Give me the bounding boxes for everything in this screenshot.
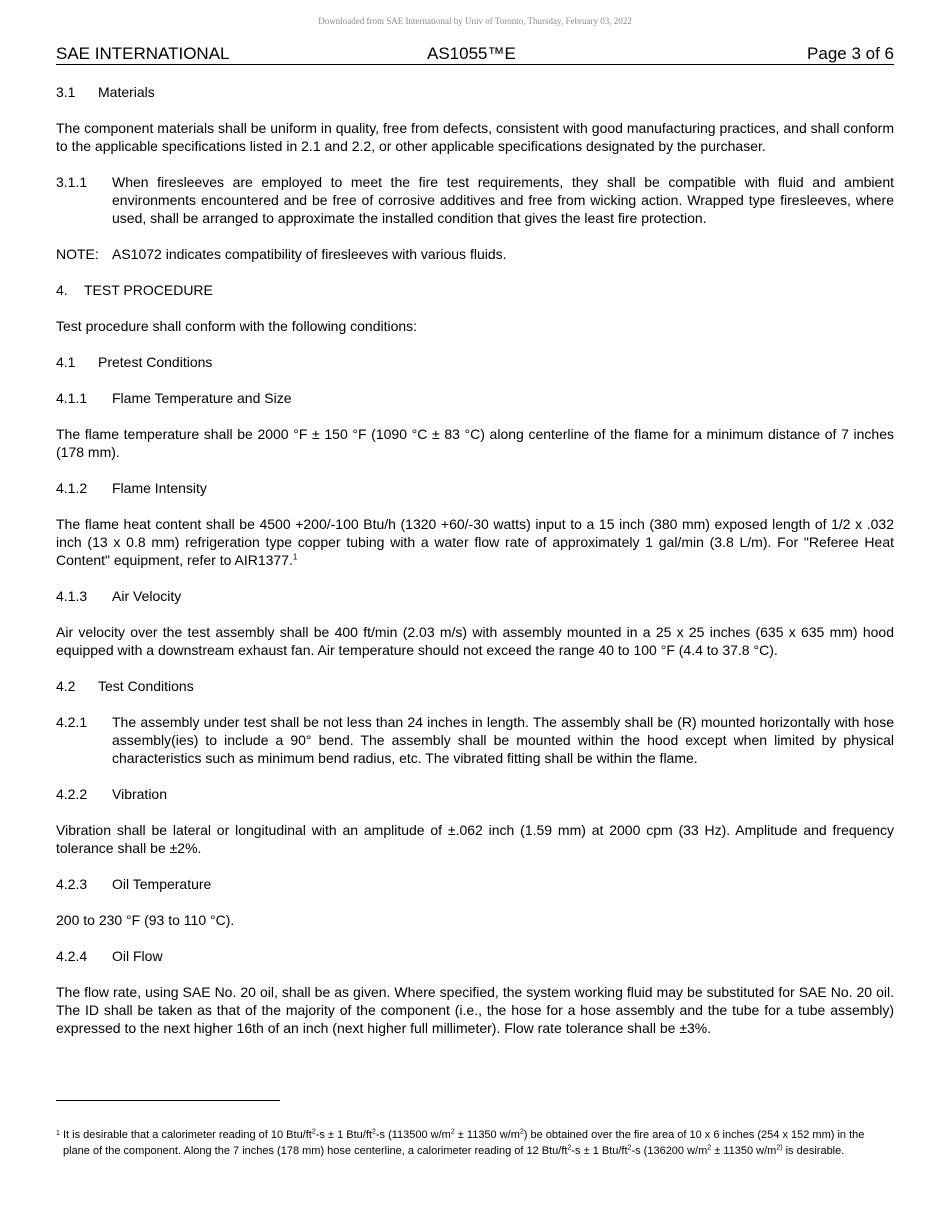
note-label: NOTE: (56, 246, 99, 262)
paragraph-4-1-1: The flame temperature shall be 2000 °F ± 150 °F (1090 °C ± 83 °C) along centerline of the flame for a minimum distance of 7 inches (178 mm). (56, 426, 894, 460)
paragraph-4-2-3: 200 to 230 °F (93 to 110 °C). (56, 912, 235, 928)
heading-number: 4. (56, 282, 68, 298)
paragraph-4-1-2 (56, 515, 894, 569)
clause-text: The assembly under test shall be not less than 24 inches in length. The assembly shall be (R) mounted horizontally with hose assembly(ies) to include a 90° bend. The assembly shall be mounted within the hood except when limited by physical characteristics such as minimum bend radius, etc. The vibrated fitting shall be within the flame. (112, 714, 894, 766)
heading-title: Vibration (112, 786, 168, 802)
heading-3-1 (56, 83, 894, 101)
paragraph-4: Test procedure shall conform with the following conditions: (56, 318, 418, 334)
heading-number: 4.2 (56, 678, 76, 694)
heading-number: 4.1.3 (56, 588, 88, 604)
header-doc-number: AS1055™E (427, 44, 516, 63)
heading-4-1-1 (56, 389, 894, 407)
clause-text: When firesleeves are employed to meet the fire test requirements, they shall be compatible with fluid and ambient environments encountered and be free of corrosive additives and free from wicking action. Wrapped type firesleeves, where used, shall be arranged to approximate the installed condition that gives the least fire protection. (112, 174, 894, 226)
heading-number: 4.2.3 (56, 876, 88, 892)
heading-title: Flame Temperature and Size (112, 390, 292, 406)
heading-title: Materials (98, 84, 155, 100)
note-text: AS1072 indicates compatibility of firesleeves with various fluids. (112, 246, 507, 262)
heading-title: Air Velocity (112, 588, 182, 604)
heading-number: 3.1 (56, 84, 76, 100)
download-watermark: Downloaded from SAE International by Univ of Toronto, Thursday, February 03, 2022 (318, 16, 632, 26)
heading-4-2-3 (56, 875, 894, 893)
paragraph-3-1: The component materials shall be uniform in quality, free from defects, consistent with good manufacturing practices, and shall conform to the applicable specifications listed in 2.1 and 2.2, or other applicable specifications designated by the purchaser. (56, 120, 894, 154)
document-body (56, 83, 894, 1055)
heading-number: 4.1.1 (56, 390, 88, 406)
paragraph-text: The flame heat content shall be 4500 +200/-100 Btu/h (1320 +60/-30 watts) input to a 15 inch (380 mm) exposed length of 1/2 x .032 inch (13 x 0.8 mm) refrigeration type copper tubing with a water flow rate of approximately 1 gal/min (3.8 L/m). For "Referee Heat Content" equipment, refer to AIR1377. (56, 516, 894, 568)
clause-number: 4.2.1 (56, 714, 88, 730)
heading-4-1-2 (56, 479, 894, 497)
heading-4 (56, 281, 894, 299)
heading-title: Flame Intensity (112, 480, 207, 496)
page-header (56, 44, 894, 65)
header-page-number: Page 3 of 6 (807, 44, 894, 63)
heading-4-2-4 (56, 947, 894, 965)
heading-4-2-2 (56, 785, 894, 803)
footnote-text: It is desirable that a calorimeter reading of 10 Btu/$ft^2-s \pm 1$ Btu/$ft^2-s$ (113500 $w/m^2 \pm 11350$ $w/m^2$) be obtained over the fire area of 10 x 6 inches (254 x 152 mm) in the plane of the component. Along the 7 inches (178 mm) hose centerline, a calorimeter reading of 12 Btu/$ft^2-s \pm 1$ Btu/$ft^2-s$ (136200 $w/m^2 \pm 11350$ $w/m^{2)}$ is desirable. (63, 1128, 865, 1157)
heading-title: Oil Temperature (112, 876, 212, 892)
footnote (56, 1128, 894, 1159)
heading-number: 4.1.2 (56, 480, 88, 496)
heading-4-1 (56, 353, 894, 371)
heading-4-2 (56, 677, 894, 695)
clause-number: 3.1.1 (56, 174, 88, 190)
footnote-separator (56, 1100, 280, 1101)
paragraph-4-1-3: Air velocity over the test assembly shall be 400 ft/min (2.03 m/s) with assembly mounted in a 25 x 25 inches (635 x 635 mm) hood equipped with a downstream exhaust fan. Air temperature should not exceed the range 40 to 100 °F (4.4 to 37.8 °C). (56, 624, 894, 658)
heading-number: 4.2.2 (56, 786, 88, 802)
note (56, 245, 894, 263)
clause-3-1-1 (56, 173, 894, 227)
heading-4-1-3 (56, 587, 894, 605)
heading-number: 4.2.4 (56, 948, 88, 964)
paragraph-4-2-2: Vibration shall be lateral or longitudinal with an amplitude of ±.062 inch (1.59 mm) at 2000 cpm (33 Hz). Amplitude and frequency tolerance shall be ±2%. (56, 822, 894, 856)
footnote-mark: 1 (56, 1130, 60, 1137)
heading-title: Test Conditions (98, 678, 194, 694)
heading-title: TEST PROCEDURE (84, 282, 213, 298)
heading-number: 4.1 (56, 354, 76, 370)
header-org: SAE INTERNATIONAL (56, 44, 230, 63)
heading-title: Oil Flow (112, 948, 163, 964)
clause-4-2-1 (56, 713, 894, 767)
footnote-reference[interactable]: 1 (292, 552, 298, 562)
heading-title: Pretest Conditions (98, 354, 213, 370)
paragraph-4-2-4: The flow rate, using SAE No. 20 oil, shall be as given. Where specified, the system working fluid may be substituted for SAE No. 20 oil. The ID shall be taken as that of the majority of the component (i.e., the hose for a hose assembly and the tube for a tube assembly) expressed to the next higher 16th of an inch (next higher full millimeter). Flow rate tolerance shall be ±3%. (56, 984, 894, 1036)
